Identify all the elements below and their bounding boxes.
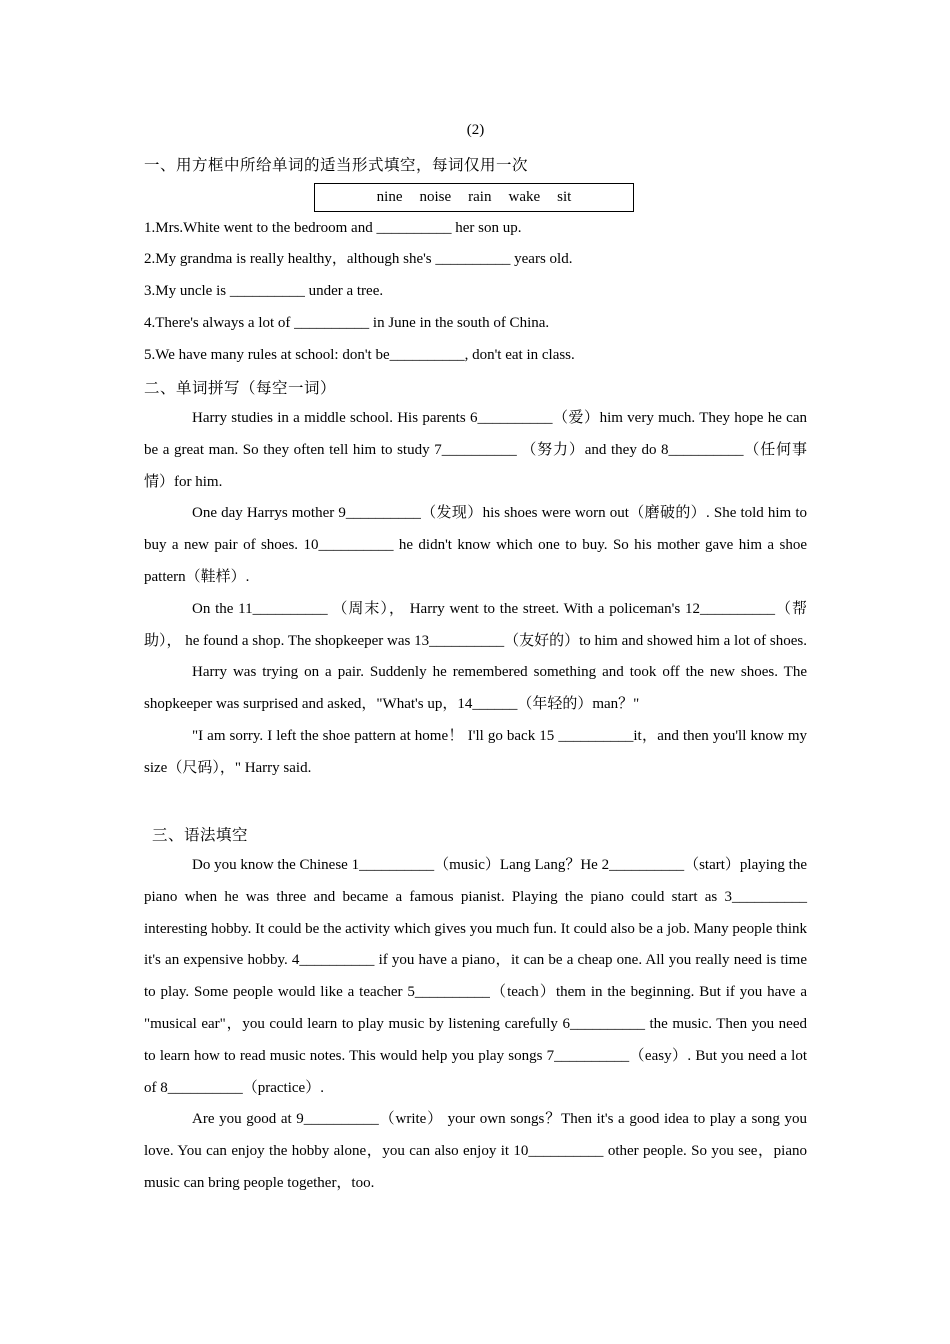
passage-paragraph: Do you know the Chinese 1__________（music）Lang Lang？He 2__________（start）playing the piano when he was three and became a famous pianist. Playing the piano could start as 3__________ interesting hobby. It could be the activity which gives you much fun. It could also be a job. Many people think it's an expensive hobby. 4__________ if you have a piano，it can be a cheap one. All you really need is time to play. Some people would like a teacher 5__________（teach）them in the beginning. But if you have a "musical ear"，you could learn to play music by listening carefully 6__________ the music. Then you need to learn how to read music notes. This would help you play songs 7__________（easy）. But you need a lot of 8__________（practice）. <box>144 857 807 1096</box>
word-box-word: noise <box>419 189 452 205</box>
word-box-word: rain <box>468 189 492 205</box>
section2-heading: 二、单词拼写（每空一词） <box>144 379 337 397</box>
passage-paragraph: One day Harrys mother 9__________（发现）his shoes were worn out（磨破的）. She told him to buy a new pair of shoes. 10__________ he didn't know which one to buy. So his mother gave him a shoe pattern（鞋样）. <box>144 505 807 585</box>
question-item: 1.Mrs.White went to the bedroom and __________ her son up. <box>144 220 522 236</box>
passage-paragraph: Are you good at 9__________（write） your own songs？Then it's a good idea to play a song you love. You can enjoy the hobby alone，you can also enjoy it 10__________ other people. So you see，piano music can bring people together，too. <box>144 1111 807 1191</box>
word-box <box>314 183 634 212</box>
page-title: (2) <box>466 122 485 138</box>
word-box-word: nine <box>376 189 403 205</box>
question-item: 4.There's always a lot of __________ in June in the south of China. <box>144 315 550 331</box>
section1-heading: 一、用方框中所给单词的适当形式填空，每词仅用一次 <box>144 156 529 174</box>
passage-paragraph: On the 11__________ （周末）， Harry went to the street. With a policeman's 12__________（帮助）， he found a shop. The shopkeeper was 13__________（友好的）to him and showed him a lot of shoes. <box>144 600 807 649</box>
section2-passage <box>144 403 807 785</box>
passage-paragraph: Harry was trying on a pair. Suddenly he remembered something and took off the new shoes. The shopkeeper was surprised and asked，"What's up，14______（年轻的）man？" <box>144 664 807 713</box>
word-box-word: wake <box>508 189 541 205</box>
passage-paragraph: "I am sorry. I left the shoe pattern at home！ I'll go back 15 __________it，and then you'll know my size（尺码），" Harry said. <box>144 727 807 776</box>
section3-heading: 三、语法填空 <box>152 826 249 844</box>
passage-paragraph: Harry studies in a middle school. His parents 6__________（爱）him very much. They hope he can be a great man. So they often tell him to study 7__________ （努力）and they do 8__________（任何事情）for him. <box>144 410 807 490</box>
question-item: 2.My grandma is really healthy，although she's __________ years old. <box>144 251 573 267</box>
question-item: 5.We have many rules at school: don't be__________, don't eat in class. <box>144 347 575 363</box>
section3-passage <box>144 850 807 1200</box>
word-box-word: sit <box>557 189 572 205</box>
question-item: 3.My uncle is __________ under a tree. <box>144 283 384 299</box>
